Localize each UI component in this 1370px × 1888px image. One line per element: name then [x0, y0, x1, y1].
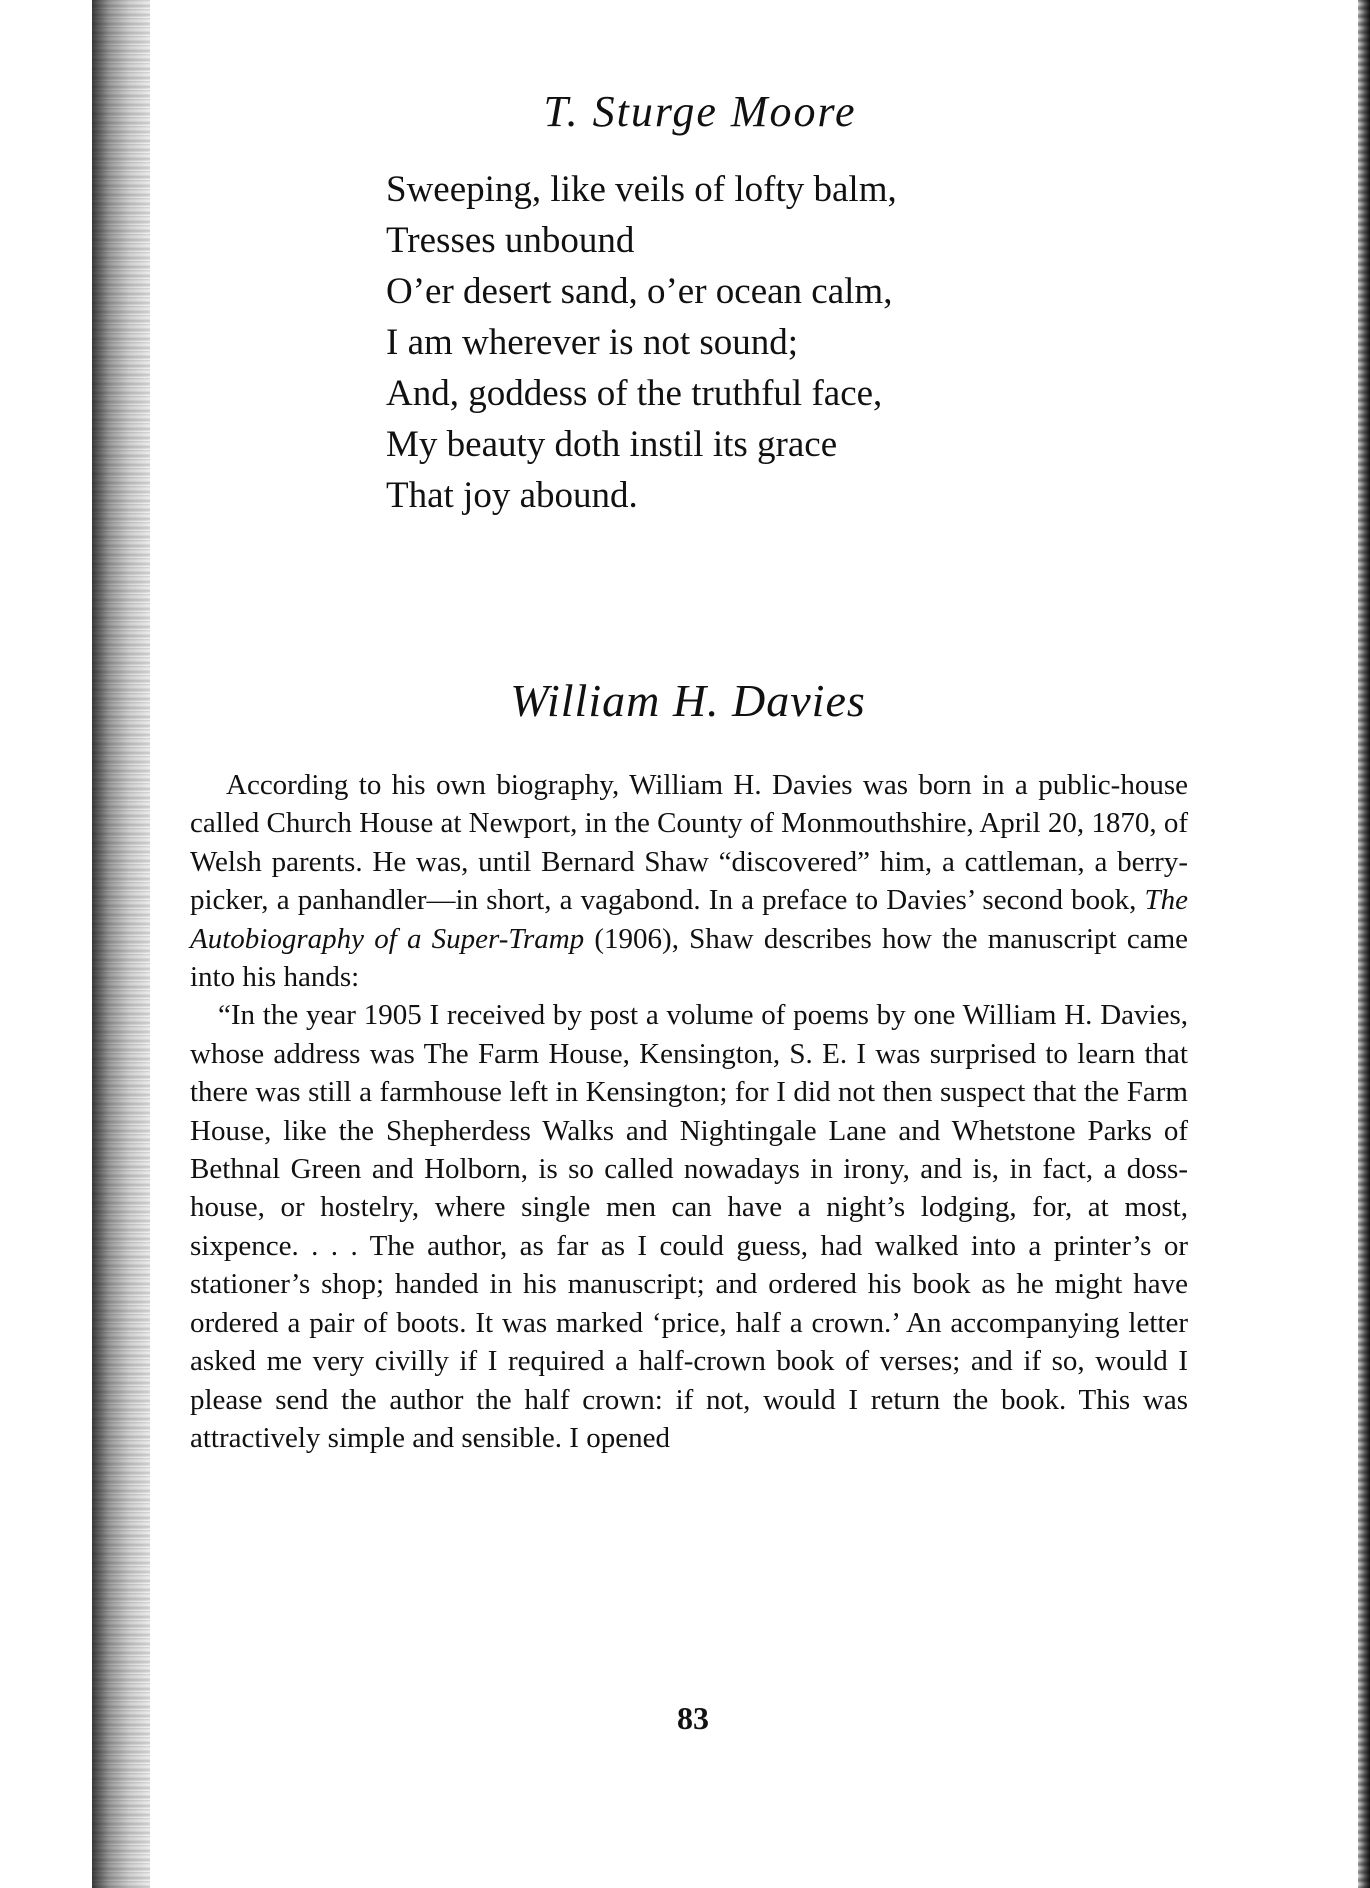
scan-edge-left	[92, 0, 150, 1888]
paragraph-intro-text-b: (1906), Shaw describes how the manuscript came into his hands:	[190, 922, 1188, 994]
poem-line: O’er desert sand, o’er ocean calm,	[386, 271, 893, 312]
poem-line: And, goddess of the truthful face,	[386, 373, 883, 414]
paragraph-intro-text-a: According to his own biography, William H. Davies was born in a public-house called Church House at Newport, in the County of Monmouthshire, April 20, 1870, of Welsh parents. He was, until Bernard Shaw “discovered” him, a cattleman, a berry-picker, a panhandler—in short, a vagabond. In a preface to Davies’ second book,	[190, 769, 1188, 917]
scan-edge-right	[1358, 0, 1370, 1888]
running-head: T. Sturge Moore	[543, 87, 857, 136]
poem-line: That joy abound.	[386, 475, 638, 516]
book-title: The Autobiography of a Super-Tramp	[190, 884, 1188, 955]
poem-line: Tresses unbound	[386, 220, 635, 261]
biography-text	[190, 766, 1188, 1457]
paragraph-intro	[190, 766, 1188, 996]
poem-stanza	[386, 164, 897, 521]
paragraph-quote: “In the year 1905 I received by post a volume of poems by one William H. Davies, whose address was The Farm House, Kensington, S. E. I was surprised to learn that there was still a farmhouse left in Kensington; for I did not then suspect that the Farm House, like the Shepherdess Walks and Nightingale Lane and Whetstone Parks of Bethnal Green and Holborn, is so called nowadays in irony, and is, in fact, a doss-house, or hostelry, where single men can have a night’s lodging, for, at most, sixpence. . . . The author, as far as I could guess, had walked into a printer’s or stationer’s shop; handed in his manuscript; and ordered his book as he might have ordered a pair of boots. It was marked ‘price, half a crown.’ An accompanying letter asked me very civilly if I required a half-crown book of verses; and if so, would I please send the author the half crown: if not, would I return the book. This was attractively simple and sensible. I opened	[190, 999, 1188, 1454]
poem-line: My beauty doth instil its grace	[386, 424, 838, 465]
section-title: William H. Davies	[510, 675, 866, 726]
poem-line: I am wherever is not sound;	[386, 322, 799, 363]
page-number: 83	[677, 1700, 709, 1736]
poem-line: Sweeping, like veils of lofty balm,	[386, 169, 897, 210]
